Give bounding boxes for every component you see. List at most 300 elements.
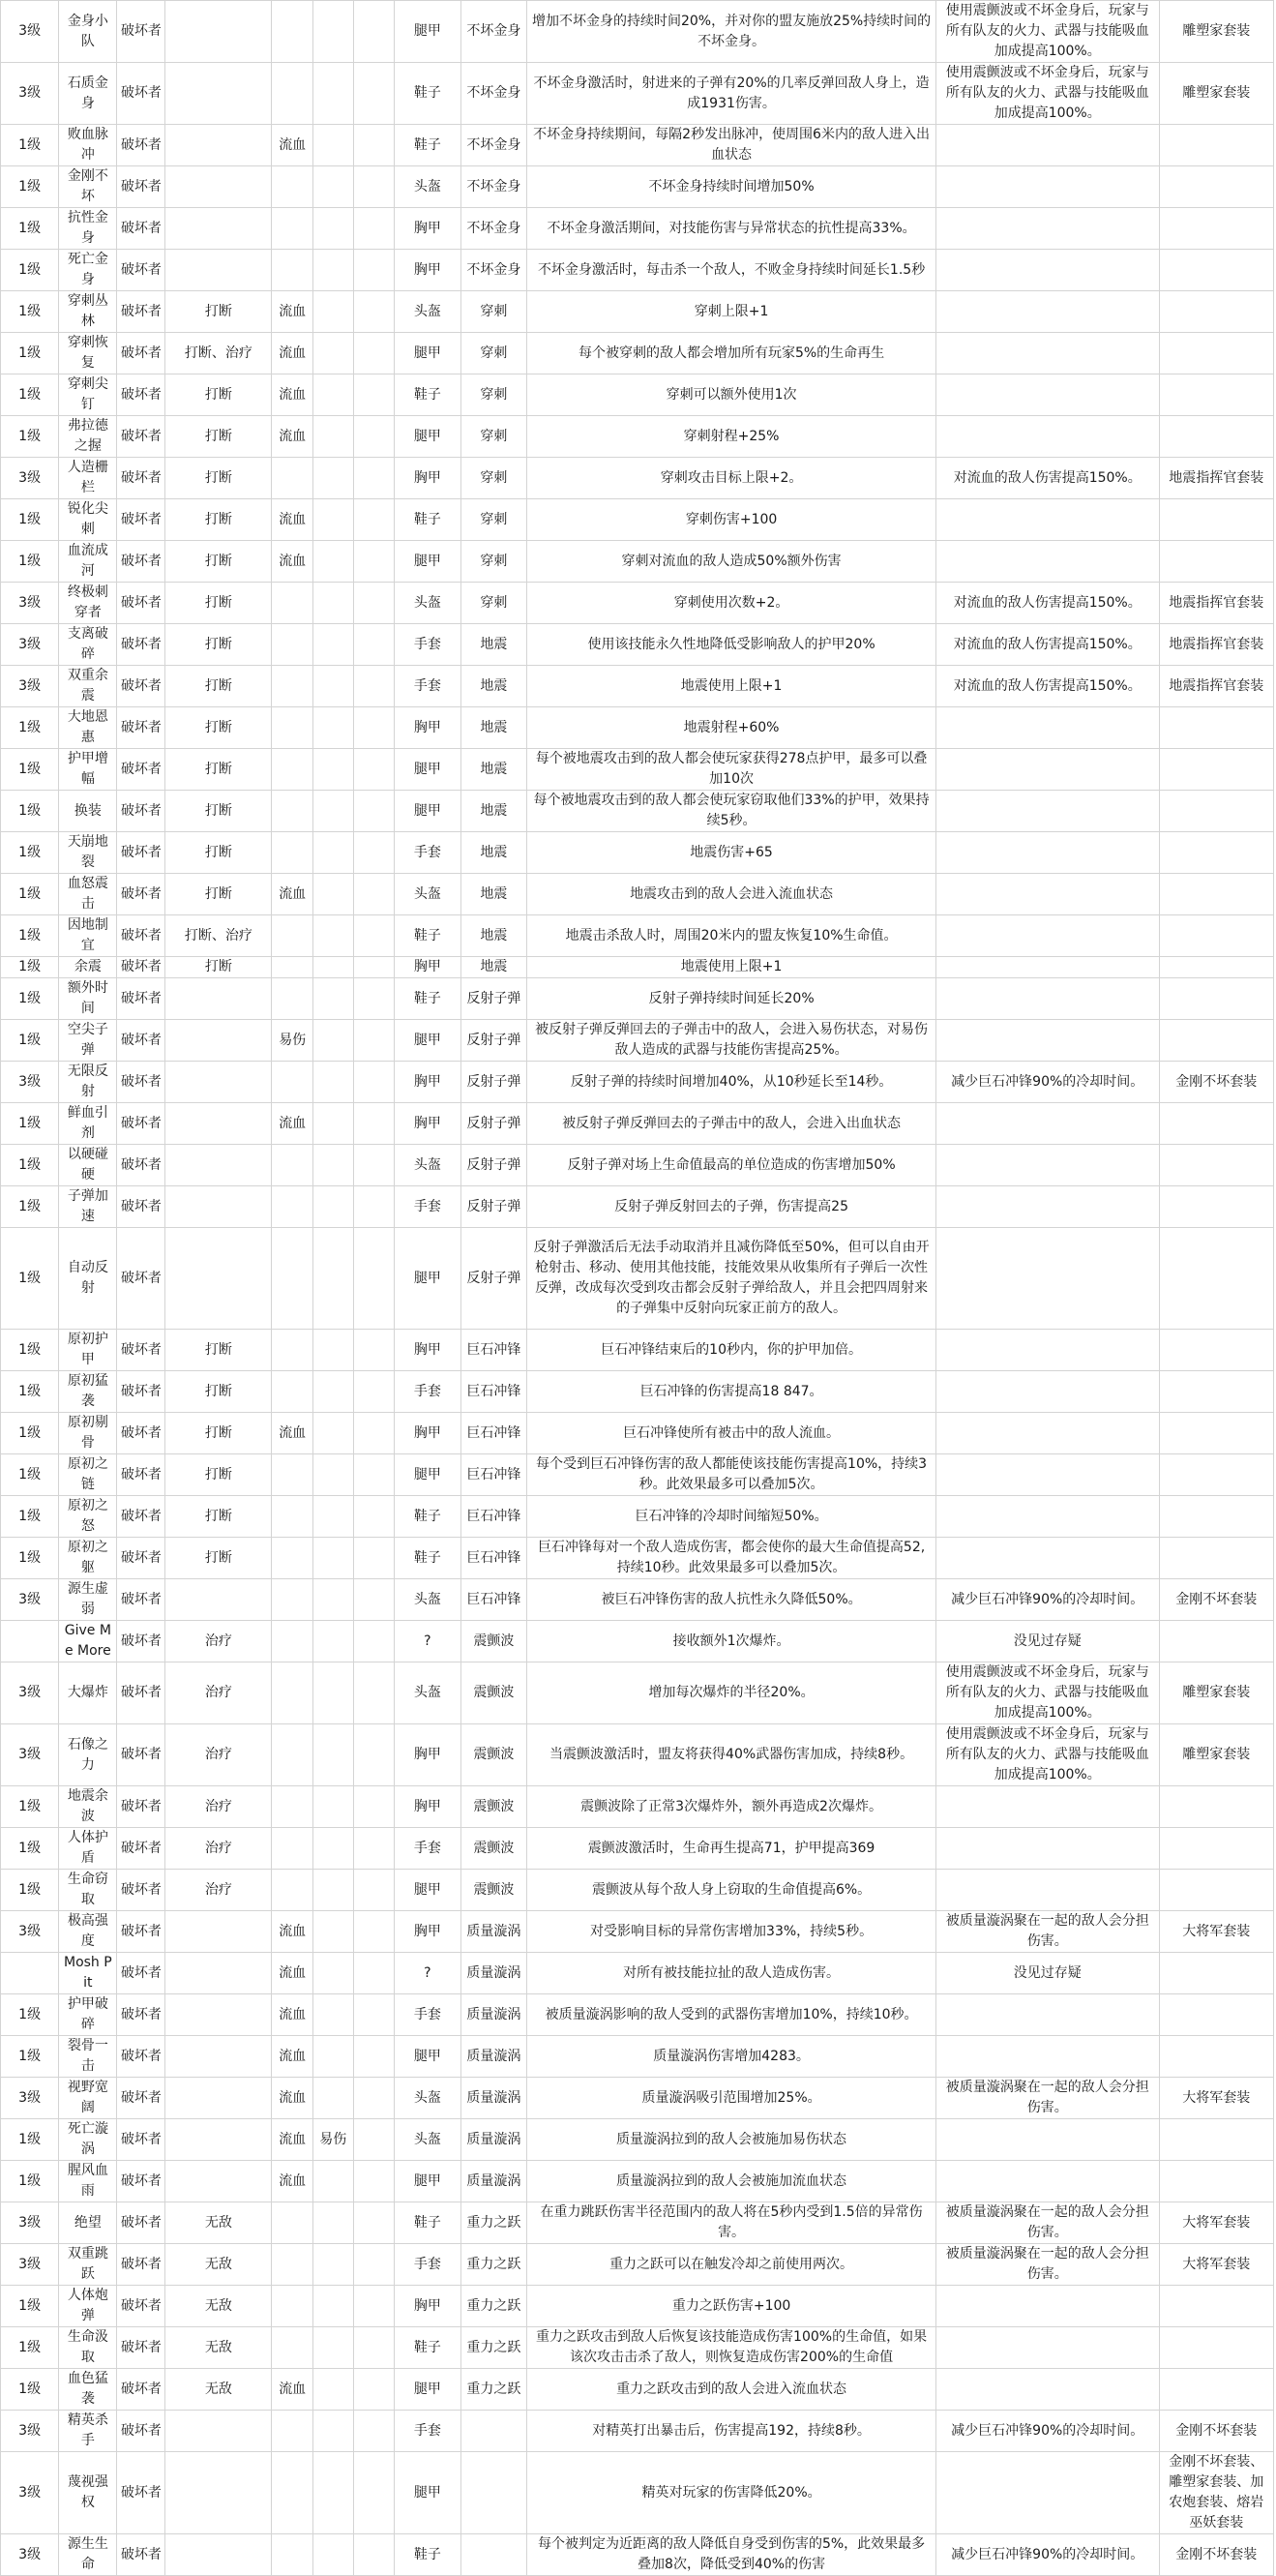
effect-cell[interactable] <box>272 1724 313 1786</box>
set-bonus-cell[interactable]: 没见过存疑 <box>935 1621 1159 1662</box>
class-cell[interactable]: 破坏者 <box>117 832 165 874</box>
extra-effect-cell[interactable] <box>312 1020 353 1062</box>
class-cell[interactable]: 破坏者 <box>117 1786 165 1828</box>
extra-effect-cell[interactable] <box>312 749 353 791</box>
tier-cell[interactable]: 1级 <box>1 2036 59 2078</box>
mod-name-cell[interactable]: 大地恩惠 <box>59 707 117 749</box>
set-bonus-cell[interactable] <box>935 1538 1159 1579</box>
description-cell[interactable]: 巨石冲锋的冷却时间缩短50%。 <box>527 1496 936 1538</box>
description-cell[interactable]: 不坏金身激活期间，对技能伤害与异常状态的抗性提高33%。 <box>527 208 936 250</box>
set-bonus-cell[interactable] <box>935 1330 1159 1371</box>
tier-cell[interactable]: 1级 <box>1 915 59 957</box>
skill-cell[interactable] <box>460 2534 527 2576</box>
gear-slot-cell[interactable]: 腿甲 <box>395 1870 461 1911</box>
tier-cell[interactable]: 1级 <box>1 1020 59 1062</box>
mod-name-cell[interactable]: 精英杀手 <box>59 2411 117 2452</box>
skill-cell[interactable]: 巨石冲锋 <box>460 1371 527 1413</box>
skill-cell[interactable]: 反射子弹 <box>460 1062 527 1103</box>
set-name-cell[interactable] <box>1159 2286 1273 2327</box>
status-effect-cell[interactable]: 打断 <box>165 1538 272 1579</box>
effect-cell[interactable] <box>272 166 313 208</box>
extra-effect-cell[interactable] <box>312 791 353 832</box>
skill-cell[interactable]: 不坏金身 <box>460 208 527 250</box>
tier-cell[interactable]: 1级 <box>1 2119 59 2161</box>
tier-cell[interactable]: 1级 <box>1 2369 59 2411</box>
status-effect-cell[interactable] <box>165 2161 272 2202</box>
mod-name-cell[interactable]: 自动反射 <box>59 1228 117 1330</box>
blank-cell[interactable] <box>353 1662 395 1724</box>
tier-cell[interactable]: 3级 <box>1 583 59 624</box>
description-cell[interactable]: 重力之跃伤害+100 <box>527 2286 936 2327</box>
set-name-cell[interactable] <box>1159 125 1273 166</box>
mod-name-cell[interactable]: 原初之怒 <box>59 1496 117 1538</box>
gear-slot-cell[interactable]: 腿甲 <box>395 2036 461 2078</box>
mod-name-cell[interactable]: 人造栅栏 <box>59 458 117 499</box>
class-cell[interactable]: 破坏者 <box>117 874 165 915</box>
set-name-cell[interactable] <box>1159 1145 1273 1186</box>
skill-cell[interactable]: 不坏金身 <box>460 125 527 166</box>
set-bonus-cell[interactable] <box>935 250 1159 291</box>
set-name-cell[interactable] <box>1159 1413 1273 1454</box>
effect-cell[interactable] <box>272 978 313 1020</box>
blank-cell[interactable] <box>353 499 395 541</box>
extra-effect-cell[interactable] <box>312 1662 353 1724</box>
tier-cell[interactable]: 1级 <box>1 874 59 915</box>
class-cell[interactable]: 破坏者 <box>117 458 165 499</box>
mod-name-cell[interactable]: 人体炮弹 <box>59 2286 117 2327</box>
blank-cell[interactable] <box>353 874 395 915</box>
set-bonus-cell[interactable] <box>935 208 1159 250</box>
description-cell[interactable]: 巨石冲锋使所有被击中的敌人流血。 <box>527 1413 936 1454</box>
set-bonus-cell[interactable] <box>935 1371 1159 1413</box>
skill-cell[interactable]: 质量漩涡 <box>460 2036 527 2078</box>
tier-cell[interactable] <box>1 1953 59 1994</box>
effect-cell[interactable]: 流血 <box>272 2078 313 2119</box>
class-cell[interactable]: 破坏者 <box>117 2161 165 2202</box>
set-name-cell[interactable] <box>1159 166 1273 208</box>
status-effect-cell[interactable]: 无敌 <box>165 2286 272 2327</box>
skill-cell[interactable]: 穿刺 <box>460 458 527 499</box>
skill-cell[interactable]: 震颤波 <box>460 1662 527 1724</box>
description-cell[interactable]: 地震伤害+65 <box>527 832 936 874</box>
effect-cell[interactable]: 流血 <box>272 1413 313 1454</box>
skill-cell[interactable]: 穿刺 <box>460 333 527 374</box>
status-effect-cell[interactable] <box>165 2078 272 2119</box>
effect-cell[interactable]: 流血 <box>272 1994 313 2036</box>
set-name-cell[interactable]: 大将军套装 <box>1159 1911 1273 1953</box>
tier-cell[interactable]: 1级 <box>1 166 59 208</box>
set-bonus-cell[interactable] <box>935 499 1159 541</box>
gear-slot-cell[interactable]: 鞋子 <box>395 499 461 541</box>
skill-cell[interactable]: 穿刺 <box>460 499 527 541</box>
blank-cell[interactable] <box>353 978 395 1020</box>
skill-cell[interactable]: 巨石冲锋 <box>460 1454 527 1496</box>
class-cell[interactable]: 破坏者 <box>117 2119 165 2161</box>
description-cell[interactable]: 对受影响目标的异常伤害增加33%，持续5秒。 <box>527 1911 936 1953</box>
extra-effect-cell[interactable] <box>312 957 353 978</box>
mod-name-cell[interactable]: 血流成河 <box>59 541 117 583</box>
mod-name-cell[interactable]: 弗拉德之握 <box>59 416 117 458</box>
set-name-cell[interactable] <box>1159 1994 1273 2036</box>
gear-slot-cell[interactable]: 腿甲 <box>395 2452 461 2534</box>
skill-cell[interactable]: 穿刺 <box>460 541 527 583</box>
skill-cell[interactable]: 巨石冲锋 <box>460 1538 527 1579</box>
set-name-cell[interactable] <box>1159 832 1273 874</box>
extra-effect-cell[interactable] <box>312 666 353 707</box>
extra-effect-cell[interactable] <box>312 832 353 874</box>
extra-effect-cell[interactable] <box>312 1103 353 1145</box>
mod-name-cell[interactable]: 穿刺丛林 <box>59 291 117 333</box>
mod-name-cell[interactable]: 腥风血雨 <box>59 2161 117 2202</box>
tier-cell[interactable]: 1级 <box>1 374 59 416</box>
class-cell[interactable]: 破坏者 <box>117 1020 165 1062</box>
status-effect-cell[interactable]: 打断 <box>165 1454 272 1496</box>
gear-slot-cell[interactable]: 腿甲 <box>395 1454 461 1496</box>
tier-cell[interactable]: 1级 <box>1 416 59 458</box>
mod-name-cell[interactable]: 绝望 <box>59 2202 117 2244</box>
gear-slot-cell[interactable]: 头盔 <box>395 166 461 208</box>
class-cell[interactable]: 破坏者 <box>117 791 165 832</box>
set-name-cell[interactable] <box>1159 749 1273 791</box>
class-cell[interactable]: 破坏者 <box>117 2452 165 2534</box>
blank-cell[interactable] <box>353 541 395 583</box>
status-effect-cell[interactable]: 治疗 <box>165 1621 272 1662</box>
status-effect-cell[interactable]: 治疗 <box>165 1786 272 1828</box>
status-effect-cell[interactable] <box>165 1 272 63</box>
set-name-cell[interactable] <box>1159 1538 1273 1579</box>
set-name-cell[interactable] <box>1159 250 1273 291</box>
gear-slot-cell[interactable]: 鞋子 <box>395 1538 461 1579</box>
skill-cell[interactable]: 不坏金身 <box>460 63 527 125</box>
effect-cell[interactable] <box>272 583 313 624</box>
class-cell[interactable]: 破坏者 <box>117 957 165 978</box>
description-cell[interactable]: 反射子弹反射回去的子弹，伤害提高25 <box>527 1186 936 1228</box>
skill-cell[interactable]: 重力之跃 <box>460 2369 527 2411</box>
extra-effect-cell[interactable] <box>312 1371 353 1413</box>
tier-cell[interactable]: 1级 <box>1 1538 59 1579</box>
status-effect-cell[interactable]: 打断 <box>165 541 272 583</box>
blank-cell[interactable] <box>353 1579 395 1621</box>
skill-cell[interactable]: 地震 <box>460 791 527 832</box>
effect-cell[interactable]: 易伤 <box>272 1020 313 1062</box>
description-cell[interactable]: 穿刺伤害+100 <box>527 499 936 541</box>
status-effect-cell[interactable]: 打断 <box>165 957 272 978</box>
effect-cell[interactable] <box>272 624 313 666</box>
effect-cell[interactable]: 流血 <box>272 1953 313 1994</box>
description-cell[interactable]: 质量漩涡吸引范围增加25%。 <box>527 2078 936 2119</box>
set-bonus-cell[interactable] <box>935 1145 1159 1186</box>
tier-cell[interactable]: 1级 <box>1 832 59 874</box>
status-effect-cell[interactable] <box>165 208 272 250</box>
class-cell[interactable]: 破坏者 <box>117 1413 165 1454</box>
tier-cell[interactable]: 3级 <box>1 63 59 125</box>
gear-slot-cell[interactable]: 头盔 <box>395 291 461 333</box>
skill-cell[interactable]: 质量漩涡 <box>460 2078 527 2119</box>
effect-cell[interactable] <box>272 63 313 125</box>
gear-slot-cell[interactable]: 胸甲 <box>395 1724 461 1786</box>
blank-cell[interactable] <box>353 2161 395 2202</box>
description-cell[interactable]: 被反射子弹反弹回去的子弹击中的敌人，会进入易伤状态，对易伤敌人造成的武器与技能伤害提高25%。 <box>527 1020 936 1062</box>
gear-slot-cell[interactable]: 头盔 <box>395 1145 461 1186</box>
effect-cell[interactable] <box>272 2534 313 2576</box>
blank-cell[interactable] <box>353 1186 395 1228</box>
status-effect-cell[interactable]: 打断 <box>165 791 272 832</box>
blank-cell[interactable] <box>353 333 395 374</box>
effect-cell[interactable] <box>272 1 313 63</box>
skill-cell[interactable]: 地震 <box>460 832 527 874</box>
gear-slot-cell[interactable]: 腿甲 <box>395 1020 461 1062</box>
gear-slot-cell[interactable]: 腿甲 <box>395 333 461 374</box>
extra-effect-cell[interactable] <box>312 2036 353 2078</box>
set-bonus-cell[interactable]: 使用震颤波或不坏金身后，玩家与所有队友的火力、武器与技能吸血加成提高100%。 <box>935 63 1159 125</box>
set-name-cell[interactable]: 金刚不坏套装 <box>1159 1062 1273 1103</box>
blank-cell[interactable] <box>353 1 395 63</box>
extra-effect-cell[interactable] <box>312 2078 353 2119</box>
skill-cell[interactable]: 地震 <box>460 749 527 791</box>
tier-cell[interactable]: 1级 <box>1 2286 59 2327</box>
tier-cell[interactable]: 1级 <box>1 250 59 291</box>
status-effect-cell[interactable] <box>165 2119 272 2161</box>
mod-name-cell[interactable]: 双重余震 <box>59 666 117 707</box>
effect-cell[interactable] <box>272 1828 313 1870</box>
set-bonus-cell[interactable] <box>935 374 1159 416</box>
set-bonus-cell[interactable] <box>935 1020 1159 1062</box>
mod-name-cell[interactable]: 穿刺尖钉 <box>59 374 117 416</box>
blank-cell[interactable] <box>353 2202 395 2244</box>
tier-cell[interactable]: 3级 <box>1 2244 59 2286</box>
extra-effect-cell[interactable] <box>312 63 353 125</box>
mod-name-cell[interactable]: 裂骨一击 <box>59 2036 117 2078</box>
class-cell[interactable]: 破坏者 <box>117 499 165 541</box>
blank-cell[interactable] <box>353 2369 395 2411</box>
status-effect-cell[interactable] <box>165 1145 272 1186</box>
gear-slot-cell[interactable]: 胸甲 <box>395 208 461 250</box>
tier-cell[interactable]: 1级 <box>1 978 59 1020</box>
tier-cell[interactable]: 1级 <box>1 541 59 583</box>
blank-cell[interactable] <box>353 250 395 291</box>
tier-cell[interactable]: 1级 <box>1 1496 59 1538</box>
status-effect-cell[interactable] <box>165 1579 272 1621</box>
description-cell[interactable]: 地震使用上限+1 <box>527 666 936 707</box>
set-bonus-cell[interactable] <box>935 333 1159 374</box>
description-cell[interactable]: 巨石冲锋每对一个敌人造成伤害，都会使你的最大生命值提高52,持续10秒。此效果最多可以叠加5次。 <box>527 1538 936 1579</box>
tier-cell[interactable]: 1级 <box>1 749 59 791</box>
mod-name-cell[interactable]: 石质金身 <box>59 63 117 125</box>
description-cell[interactable]: 每个被穿刺的敌人都会增加所有玩家5%的生命再生 <box>527 333 936 374</box>
description-cell[interactable]: 穿刺上限+1 <box>527 291 936 333</box>
extra-effect-cell[interactable] <box>312 624 353 666</box>
class-cell[interactable]: 破坏者 <box>117 624 165 666</box>
extra-effect-cell[interactable] <box>312 1786 353 1828</box>
set-bonus-cell[interactable] <box>935 1828 1159 1870</box>
description-cell[interactable]: 精英对玩家的伤害降低20%。 <box>527 2452 936 2534</box>
set-bonus-cell[interactable]: 对流血的敌人伤害提高150%。 <box>935 624 1159 666</box>
tier-cell[interactable]: 3级 <box>1 1062 59 1103</box>
description-cell[interactable]: 地震使用上限+1 <box>527 957 936 978</box>
mod-name-cell[interactable]: 锐化尖刺 <box>59 499 117 541</box>
gear-slot-cell[interactable]: 鞋子 <box>395 125 461 166</box>
tier-cell[interactable]: 3级 <box>1 1724 59 1786</box>
mod-name-cell[interactable]: 终极刺穿者 <box>59 583 117 624</box>
blank-cell[interactable] <box>353 1145 395 1186</box>
set-name-cell[interactable] <box>1159 957 1273 978</box>
set-bonus-cell[interactable]: 对流血的敌人伤害提高150%。 <box>935 458 1159 499</box>
set-bonus-cell[interactable] <box>935 1994 1159 2036</box>
set-bonus-cell[interactable] <box>935 166 1159 208</box>
tier-cell[interactable]: 1级 <box>1 1103 59 1145</box>
class-cell[interactable]: 破坏者 <box>117 1 165 63</box>
description-cell[interactable]: 每个被地震攻击到的敌人都会使玩家窃取他们33%的护甲，效果持续5秒。 <box>527 791 936 832</box>
class-cell[interactable]: 破坏者 <box>117 125 165 166</box>
effect-cell[interactable] <box>272 2202 313 2244</box>
status-effect-cell[interactable] <box>165 1062 272 1103</box>
gear-slot-cell[interactable]: 胸甲 <box>395 707 461 749</box>
status-effect-cell[interactable] <box>165 125 272 166</box>
blank-cell[interactable] <box>353 832 395 874</box>
class-cell[interactable]: 破坏者 <box>117 1724 165 1786</box>
effect-cell[interactable]: 流血 <box>272 1911 313 1953</box>
set-name-cell[interactable] <box>1159 499 1273 541</box>
effect-cell[interactable] <box>272 1186 313 1228</box>
mod-name-cell[interactable]: 蔑视强权 <box>59 2452 117 2534</box>
tier-cell[interactable]: 1级 <box>1 2161 59 2202</box>
class-cell[interactable]: 破坏者 <box>117 1579 165 1621</box>
gear-slot-cell[interactable]: 鞋子 <box>395 374 461 416</box>
status-effect-cell[interactable]: 打断 <box>165 416 272 458</box>
set-name-cell[interactable] <box>1159 874 1273 915</box>
effect-cell[interactable]: 流血 <box>272 2161 313 2202</box>
set-name-cell[interactable] <box>1159 1330 1273 1371</box>
set-bonus-cell[interactable]: 对流血的敌人伤害提高150%。 <box>935 666 1159 707</box>
set-bonus-cell[interactable] <box>935 291 1159 333</box>
tier-cell[interactable]: 3级 <box>1 2534 59 2576</box>
blank-cell[interactable] <box>353 1724 395 1786</box>
set-bonus-cell[interactable] <box>935 1228 1159 1330</box>
tier-cell[interactable]: 1级 <box>1 208 59 250</box>
description-cell[interactable]: 接收额外1次爆炸。 <box>527 1621 936 1662</box>
status-effect-cell[interactable] <box>165 250 272 291</box>
effect-cell[interactable]: 流血 <box>272 333 313 374</box>
set-bonus-cell[interactable]: 对流血的敌人伤害提高150%。 <box>935 583 1159 624</box>
skill-cell[interactable]: 反射子弹 <box>460 1186 527 1228</box>
class-cell[interactable]: 破坏者 <box>117 1953 165 1994</box>
effect-cell[interactable] <box>272 1786 313 1828</box>
status-effect-cell[interactable] <box>165 978 272 1020</box>
extra-effect-cell[interactable] <box>312 2202 353 2244</box>
blank-cell[interactable] <box>353 291 395 333</box>
effect-cell[interactable] <box>272 1621 313 1662</box>
gear-slot-cell[interactable]: 胸甲 <box>395 1103 461 1145</box>
mod-name-cell[interactable]: 原初护甲 <box>59 1330 117 1371</box>
description-cell[interactable]: 反射子弹持续时间延长20% <box>527 978 936 1020</box>
description-cell[interactable]: 不坏金身持续时间增加50% <box>527 166 936 208</box>
set-bonus-cell[interactable] <box>935 2327 1159 2369</box>
tier-cell[interactable]: 3级 <box>1 2452 59 2534</box>
tier-cell[interactable]: 3级 <box>1 2078 59 2119</box>
class-cell[interactable]: 破坏者 <box>117 2244 165 2286</box>
gear-slot-cell[interactable]: 手套 <box>395 2244 461 2286</box>
status-effect-cell[interactable] <box>165 2452 272 2534</box>
tier-cell[interactable]: 3级 <box>1 2202 59 2244</box>
blank-cell[interactable] <box>353 1911 395 1953</box>
set-bonus-cell[interactable] <box>935 2286 1159 2327</box>
tier-cell[interactable]: 1级 <box>1 2327 59 2369</box>
class-cell[interactable]: 破坏者 <box>117 1103 165 1145</box>
tier-cell[interactable]: 1级 <box>1 1454 59 1496</box>
skill-cell[interactable]: 地震 <box>460 874 527 915</box>
tier-cell[interactable]: 3级 <box>1 1579 59 1621</box>
set-bonus-cell[interactable] <box>935 1496 1159 1538</box>
set-name-cell[interactable] <box>1159 791 1273 832</box>
description-cell[interactable]: 被巨石冲锋伤害的敌人抗性永久降低50%。 <box>527 1579 936 1621</box>
tier-cell[interactable]: 3级 <box>1 1662 59 1724</box>
skill-cell[interactable]: 巨石冲锋 <box>460 1413 527 1454</box>
mod-name-cell[interactable]: 原初猛袭 <box>59 1371 117 1413</box>
mod-name-cell[interactable]: 原初之躯 <box>59 1538 117 1579</box>
class-cell[interactable]: 破坏者 <box>117 541 165 583</box>
mod-name-cell[interactable]: 穿刺恢复 <box>59 333 117 374</box>
mod-name-cell[interactable]: 死亡金身 <box>59 250 117 291</box>
mod-name-cell[interactable]: Give Me More <box>59 1621 117 1662</box>
description-cell[interactable]: 穿刺可以额外使用1次 <box>527 374 936 416</box>
gear-slot-cell[interactable]: ? <box>395 1953 461 1994</box>
description-cell[interactable]: 震颤波除了正常3次爆炸外，额外再造成2次爆炸。 <box>527 1786 936 1828</box>
class-cell[interactable]: 破坏者 <box>117 583 165 624</box>
set-name-cell[interactable] <box>1159 1020 1273 1062</box>
gear-slot-cell[interactable]: 头盔 <box>395 583 461 624</box>
extra-effect-cell[interactable] <box>312 1953 353 1994</box>
description-cell[interactable]: 震颤波从每个敌人身上窃取的生命值提高6%。 <box>527 1870 936 1911</box>
description-cell[interactable]: 重力之跃可以在触发冷却之前使用两次。 <box>527 2244 936 2286</box>
effect-cell[interactable]: 流血 <box>272 374 313 416</box>
effect-cell[interactable] <box>272 1662 313 1724</box>
mod-name-cell[interactable]: 大爆炸 <box>59 1662 117 1724</box>
set-name-cell[interactable]: 大将军套装 <box>1159 2244 1273 2286</box>
description-cell[interactable]: 反射子弹的持续时间增加40%，从10秒延长至14秒。 <box>527 1062 936 1103</box>
blank-cell[interactable] <box>353 458 395 499</box>
extra-effect-cell[interactable] <box>312 2286 353 2327</box>
extra-effect-cell[interactable] <box>312 1454 353 1496</box>
set-bonus-cell[interactable] <box>935 874 1159 915</box>
set-name-cell[interactable] <box>1159 2369 1273 2411</box>
set-name-cell[interactable]: 地震指挥官套装 <box>1159 583 1273 624</box>
set-name-cell[interactable] <box>1159 978 1273 1020</box>
skill-cell[interactable]: 震颤波 <box>460 1786 527 1828</box>
set-name-cell[interactable]: 雕塑家套装 <box>1159 63 1273 125</box>
mod-name-cell[interactable]: 源生虚弱 <box>59 1579 117 1621</box>
blank-cell[interactable] <box>353 208 395 250</box>
mod-name-cell[interactable]: 换装 <box>59 791 117 832</box>
extra-effect-cell[interactable] <box>312 1330 353 1371</box>
skill-cell[interactable]: 反射子弹 <box>460 1145 527 1186</box>
blank-cell[interactable] <box>353 1103 395 1145</box>
mod-name-cell[interactable]: 原初剔骨 <box>59 1413 117 1454</box>
mod-name-cell[interactable]: 以硬碰硬 <box>59 1145 117 1186</box>
gear-slot-cell[interactable]: 手套 <box>395 1371 461 1413</box>
gear-slot-cell[interactable]: 手套 <box>395 1994 461 2036</box>
class-cell[interactable]: 破坏者 <box>117 978 165 1020</box>
effect-cell[interactable]: 流血 <box>272 2119 313 2161</box>
effect-cell[interactable] <box>272 791 313 832</box>
blank-cell[interactable] <box>353 666 395 707</box>
effect-cell[interactable] <box>272 707 313 749</box>
set-name-cell[interactable] <box>1159 2161 1273 2202</box>
set-name-cell[interactable] <box>1159 1953 1273 1994</box>
blank-cell[interactable] <box>353 957 395 978</box>
description-cell[interactable]: 地震攻击到的敌人会进入流血状态 <box>527 874 936 915</box>
extra-effect-cell[interactable] <box>312 416 353 458</box>
blank-cell[interactable] <box>353 1413 395 1454</box>
